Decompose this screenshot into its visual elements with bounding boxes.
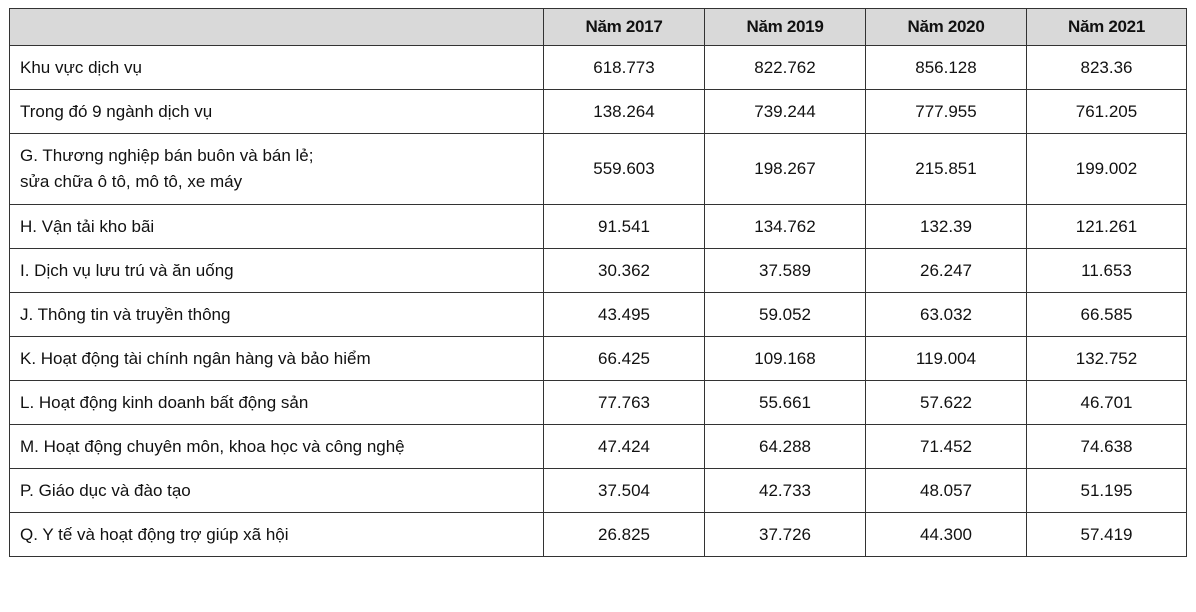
- row-label: J. Thông tin và truyền thông: [10, 293, 544, 337]
- cell-value: 42.733: [705, 469, 866, 513]
- cell-value: 37.726: [705, 513, 866, 557]
- row-label: I. Dịch vụ lưu trú và ăn uống: [10, 249, 544, 293]
- cell-value: 198.267: [705, 134, 866, 205]
- header-cell-2019: Năm 2019: [705, 9, 866, 46]
- cell-value: 856.128: [866, 46, 1027, 90]
- cell-value: 48.057: [866, 469, 1027, 513]
- row-label: M. Hoạt động chuyên môn, khoa học và công nghệ: [10, 425, 544, 469]
- row-label: Khu vực dịch vụ: [10, 46, 544, 90]
- cell-value: 46.701: [1027, 381, 1187, 425]
- cell-value: 199.002: [1027, 134, 1187, 205]
- cell-value: 138.264: [544, 90, 705, 134]
- row-label: P. Giáo dục và đào tạo: [10, 469, 544, 513]
- cell-value: 109.168: [705, 337, 866, 381]
- cell-value: 823.36: [1027, 46, 1187, 90]
- header-cell-2017: Năm 2017: [544, 9, 705, 46]
- row-label: H. Vận tải kho bãi: [10, 205, 544, 249]
- cell-value: 55.661: [705, 381, 866, 425]
- cell-value: 121.261: [1027, 205, 1187, 249]
- row-label: L. Hoạt động kinh doanh bất động sản: [10, 381, 544, 425]
- cell-value: 64.288: [705, 425, 866, 469]
- table-row: [10, 469, 1187, 513]
- cell-value: 761.205: [1027, 90, 1187, 134]
- table-row: [10, 90, 1187, 134]
- cell-value: 559.603: [544, 134, 705, 205]
- cell-value: 30.362: [544, 249, 705, 293]
- table-row: [10, 293, 1187, 337]
- cell-value: 59.052: [705, 293, 866, 337]
- row-label: Trong đó 9 ngành dịch vụ: [10, 90, 544, 134]
- cell-value: 11.653: [1027, 249, 1187, 293]
- cell-value: 74.638: [1027, 425, 1187, 469]
- cell-value: 132.39: [866, 205, 1027, 249]
- table-row: [10, 46, 1187, 90]
- cell-value: 132.752: [1027, 337, 1187, 381]
- row-label: K. Hoạt động tài chính ngân hàng và bảo hiểm: [10, 337, 544, 381]
- header-cell-2021: Năm 2021: [1027, 9, 1187, 46]
- cell-value: 66.425: [544, 337, 705, 381]
- cell-value: 739.244: [705, 90, 866, 134]
- cell-value: 44.300: [866, 513, 1027, 557]
- cell-value: 57.419: [1027, 513, 1187, 557]
- row-label: Q. Y tế và hoạt động trợ giúp xã hội: [10, 513, 544, 557]
- cell-value: 215.851: [866, 134, 1027, 205]
- cell-value: 91.541: [544, 205, 705, 249]
- row-label-line-1: G. Thương nghiệp bán buôn và bán lẻ;: [20, 146, 314, 165]
- cell-value: 57.622: [866, 381, 1027, 425]
- cell-value: 37.504: [544, 469, 705, 513]
- cell-value: 63.032: [866, 293, 1027, 337]
- table-row: [10, 337, 1187, 381]
- cell-value: 134.762: [705, 205, 866, 249]
- data-table: [9, 8, 1187, 557]
- cell-value: 47.424: [544, 425, 705, 469]
- cell-value: 26.247: [866, 249, 1027, 293]
- cell-value: 26.825: [544, 513, 705, 557]
- table-row: [10, 249, 1187, 293]
- table-row: [10, 513, 1187, 557]
- header-row: [10, 9, 1187, 46]
- table-row: [10, 205, 1187, 249]
- cell-value: 618.773: [544, 46, 705, 90]
- table-row: [10, 425, 1187, 469]
- table-row: [10, 381, 1187, 425]
- cell-value: 77.763: [544, 381, 705, 425]
- cell-value: 822.762: [705, 46, 866, 90]
- cell-value: 51.195: [1027, 469, 1187, 513]
- row-label-line-2: sửa chữa ô tô, mô tô, xe máy: [20, 172, 243, 191]
- header-cell-2020: Năm 2020: [866, 9, 1027, 46]
- row-label: [10, 134, 544, 205]
- cell-value: 37.589: [705, 249, 866, 293]
- cell-value: 43.495: [544, 293, 705, 337]
- table-row: [10, 134, 1187, 205]
- cell-value: 66.585: [1027, 293, 1187, 337]
- cell-value: 119.004: [866, 337, 1027, 381]
- header-cell-empty: [10, 9, 544, 46]
- cell-value: 71.452: [866, 425, 1027, 469]
- cell-value: 777.955: [866, 90, 1027, 134]
